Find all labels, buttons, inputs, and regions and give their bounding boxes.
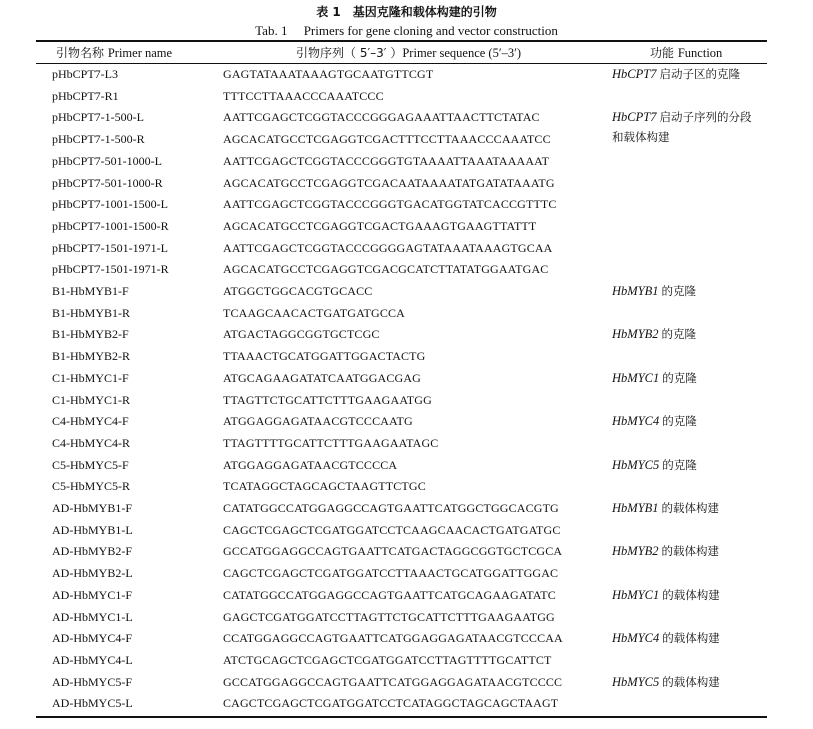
bottom-rule [36,716,767,718]
function-gene-name: HbMYC4 [612,414,660,429]
primer-sequence-cell: ATGGCTGGCACGTGCACC [223,284,373,298]
primer-name-cell: pHbCPT7-501-1000-R [52,175,163,190]
primer-sequence-cell: AATTCGAGCTCGGTACCCGGGTGACATGGTATCACCGTTTC [223,197,557,212]
primer-sequence-cell: ATGACTAGGCGGTGCTCGC [223,327,380,342]
primer-sequence-cell: TTAGTTCTGCATTCTTTGAAGAATGG [223,392,432,407]
function-gene-name: HbCPT7 [612,67,657,81]
primer-sequence-cell: GAGTATAAATAAAGTGCAATGTTCGT [223,67,434,81]
primer-sequence-cell: AATTCGAGCTCGGTACCCGGGAGAAATTAACTTCTATAC [223,110,540,125]
function-cell [612,64,740,84]
primer-name-cell: pHbCPT7-1-500-L [52,110,144,125]
primer-sequence-cell: ATGGAGGAGATAACGTCCCAATG [223,414,413,429]
header-primer-name [56,44,172,61]
primer-name-cell: AD-HbMYB1-L [52,522,133,537]
function-gene-name: HbCPT7 [612,110,657,125]
header-primer-name-en: Primer name [107,46,173,60]
primer-name-cell: pHbCPT7-1001-1500-L [52,197,168,212]
function-description: 的载体构建 [662,587,720,602]
primer-name-cell: B1-HbMYB2-R [52,349,131,364]
function-gene-name: HbMYB2 [612,544,659,559]
primer-sequence-cell: TCATAGGCTAGCAGCTAAGTTCTGC [223,479,426,494]
primer-sequence-cell: AGCACATGCCTCGAGGTCGACGCATCTTATATGGAATGAC [223,262,549,277]
primer-name-cell: AD-HbMYC1-F [52,587,133,602]
function-gene-name: HbMYB1 [612,284,659,298]
function-description: 的载体构建 [662,674,720,689]
function-cell [612,324,696,344]
primer-name-cell: AD-HbMYC1-L [52,609,133,624]
primer-name-cell: AD-HbMYC5-L [52,696,133,711]
primer-sequence-cell: AATTCGAGCTCGGTACCCGGGTGTAAAATTAAATAAAAAT [223,153,550,168]
primer-sequence-cell: AATTCGAGCTCGGTACCCGGGGAGTATAAATAAAGTGCAA [223,240,553,255]
function-cell [612,411,697,431]
primer-name-cell: AD-HbMYC5-F [52,674,133,689]
function-gene-name: HbMYC4 [612,631,660,646]
header-function-en: Function [677,46,723,60]
primer-sequence-cell: TTAGTTTTGCATTCTTTGAAGAATAGC [223,435,439,450]
primer-sequence-cell: AGCACATGCCTCGAGGTCGACAATAAAATATGATATAAATG [223,175,555,190]
function-cell [612,368,697,388]
function-description: 的载体构建 [661,501,720,515]
primer-name-cell: C5-HbMYC5-F [52,457,129,472]
primer-name-cell: C5-HbMYC5-R [52,479,131,494]
function-gene-name: HbMYC1 [612,370,660,385]
function-cell [612,628,720,648]
header-primer-sequence [296,44,521,61]
primer-name-cell: AD-HbMYB2-L [52,566,133,581]
function-cell [612,541,719,561]
function-description-continued: 和载体构建 [612,130,670,145]
primer-name-cell: AD-HbMYC4-L [52,652,133,667]
primer-name-cell: B1-HbMYB1-F [52,284,129,298]
top-rule [36,40,767,42]
function-cell [612,585,720,605]
primer-sequence-cell: ATGCAGAAGATATCAATGGACGAG [223,370,421,385]
function-cell [612,107,751,147]
primer-sequence-cell: AGCACATGCCTCGAGGTCGACTGAAAGTGAAGTTATTT [223,218,537,233]
function-cell [612,672,720,692]
primer-sequence-cell: TTTCCTTAAACCCAAATCCC [223,88,384,103]
function-description: 的载体构建 [661,544,720,559]
function-gene-name: HbMYB2 [612,327,659,342]
primer-name-cell: C4-HbMYC4-F [52,414,129,429]
header-primer-name-cn: 引物名称 [56,46,105,60]
function-cell [612,281,696,301]
primer-name-cell: AD-HbMYC4-F [52,631,133,646]
primer-sequence-cell: GCCATGGAGGCCAGTGAATTCATGGAGGAGATAACGTCCCC [223,674,563,689]
table-title-cn: 表 1 基因克隆和载体构建的引物 [316,5,497,19]
primer-sequence-cell: CCATGGAGGCCAGTGAATTCATGGAGGAGATAACGTCCCAA [223,631,563,646]
function-description: 的克隆 [662,414,697,429]
primer-sequence-cell: CATATGGCCATGGAGGCCAGTGAATTCATGCAGAAGATATC [223,587,556,602]
function-description: 的克隆 [661,284,697,298]
primer-name-cell: AD-HbMYB2-F [52,544,133,559]
primer-sequence-cell: ATGGAGGAGATAACGTCCCCA [223,457,398,472]
primer-name-cell: C1-HbMYC1-F [52,370,129,385]
function-cell [612,498,719,518]
primer-name-cell: pHbCPT7-R1 [52,88,119,103]
primer-name-cell: pHbCPT7-1001-1500-R [52,218,169,233]
primer-name-cell: pHbCPT7-1-500-R [52,132,145,147]
function-description: 的克隆 [661,327,697,342]
primer-name-cell: pHbCPT7-1501-1971-R [52,262,169,277]
primer-sequence-cell: CATATGGCCATGGAGGCCAGTGAATTCATGGCTGGCACGTG [223,501,559,515]
primer-name-cell: pHbCPT7-1501-1971-L [52,240,168,255]
primer-name-cell: C4-HbMYC4-R [52,435,131,450]
function-description: 的克隆 [662,370,697,385]
table-title-en: Tab. 1 Primers for gene cloning and vector construction [255,23,558,38]
primer-sequence-cell: CAGCTCGAGCTCGATGGATCCTCATAGGCTAGCAGCTAAGT [223,696,559,711]
primer-sequence-cell: TTAAACTGCATGGATTGGACTACTG [223,349,426,364]
function-gene-name: HbMYC5 [612,457,660,472]
header-primer-sequence-en: Primer sequence (5′–3′) [402,46,521,60]
primer-name-cell: pHbCPT7-501-1000-L [52,153,162,168]
header-function [650,44,722,61]
function-gene-name: HbMYC1 [612,587,660,602]
function-description: 的载体构建 [662,631,720,646]
function-description: 启动子序列的分段 [659,110,752,125]
primer-sequence-cell: GCCATGGAGGCCAGTGAATTCATGACTAGGCGGTGCTCGCA [223,544,563,559]
primer-name-cell: pHbCPT7-L3 [52,67,118,81]
function-gene-name: HbMYB1 [612,501,659,515]
primer-name-cell: AD-HbMYB1-F [52,501,133,515]
primer-sequence-cell: TCAAGCAACACTGATGATGCCA [223,305,405,320]
primer-sequence-cell: CAGCTCGAGCTCGATGGATCCTTAAACTGCATGGATTGGAC [223,566,559,581]
header-primer-sequence-cn: 引物序列（ 5′–3′ ） [296,46,403,60]
primer-sequence-cell: ATCTGCAGCTCGAGCTCGATGGATCCTTAGTTTTGCATTCT [223,652,552,667]
header-function-cn: 功能 [650,46,675,60]
primer-name-cell: C1-HbMYC1-R [52,392,131,407]
function-cell [612,455,697,475]
function-gene-name: HbMYC5 [612,674,660,689]
function-description: 的克隆 [662,457,697,472]
primer-sequence-cell: CAGCTCGAGCTCGATGGATCCTCAAGCAACACTGATGATGC [223,522,561,537]
primer-sequence-cell: GAGCTCGATGGATCCTTAGTTCTGCATTCTTTGAAGAATGG [223,609,555,624]
function-description: 启动子区的克隆 [659,67,740,81]
primer-name-cell: B1-HbMYB1-R [52,305,131,320]
primer-name-cell: B1-HbMYB2-F [52,327,129,342]
primer-sequence-cell: AGCACATGCCTCGAGGTCGACTTTCCTTAAACCCAAATCC [223,132,551,147]
